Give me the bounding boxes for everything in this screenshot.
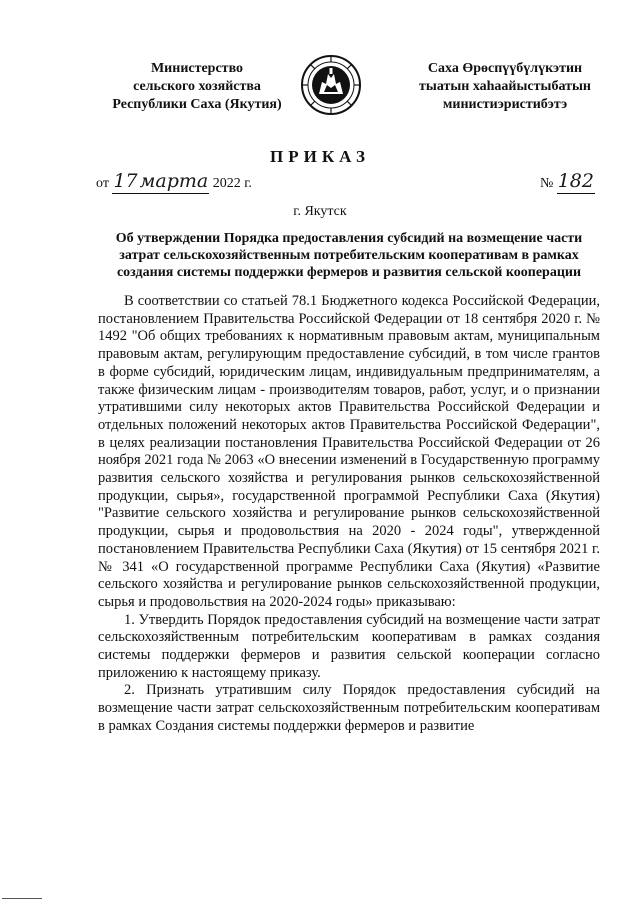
ministry-name-line: министиэристибэтэ [442,97,568,112]
document-title: ПРИКАЗ [270,147,370,166]
ministry-name-line: сельского хозяйства [133,79,261,94]
date-day: 17 [113,170,138,192]
ministry-name-russian [92,60,302,114]
document-body [98,293,600,736]
order-date [96,172,252,194]
date-month: марта [139,170,209,192]
date-day-field [112,172,138,194]
paragraph: 1. Утвердить Порядок предоставления субсидий на возмещение части затрат сельскохозяйственным потребительским кооперативам в рамках создания системы поддержки фермеров и развития сельской кооперации согласно приложению к настоящему приказу. [98,611,600,681]
document-subject: Об утверждении Порядка предоставления субсидий на возмещение части затрат сельскохозяйственным потребительским кооперативам в рамках создания системы поддержки фермеров и развития сельской кооперации [115,231,583,280]
ministry-name-line: Саха Өрөспүүбүлүкэтин [427,61,583,76]
date-prefix: от [96,176,109,191]
date-month-field [139,172,210,194]
sakha-coat-of-arms-icon [300,54,362,116]
number-field [557,172,595,194]
number-value: 182 [557,170,594,192]
paragraph: В соответствии со статьей 78.1 Бюджетного кодекса Российской Федерации, постановлением Правительства Российской Федерации от 18 сентября 2020 г. № 1492 "Об общих требованиях к нормативным правовым актам, муниципальным правовым актам, регулирующим предоставление субсидий, в том числе грантов в форме субсидий, юридическим лицам, индивидуальным предпринимателям, а также физическим лицам - производителям товаров, работ, услуг, и о признании утратившими силу некоторых актов Правительства Российской Федерации и отдельных положений некоторых актов Правительства Российской Федерации", в целях реализации постановления Правительства Российской Федерации от 26 ноября 2021 года № 2063 «О внесении изменений в Государственную программу развития сельского хозяйства и регулирования рынков сельскохозяйственной продукции, сырья», государственной программой Республики Саха (Якутия) "Развитие сельского хозяйства и регулирование рынков сельскохозяйственной продукции, сырья и продовольствия на 2020 - 2024 годы", утвержденной постановлением Правительства Республики Саха (Якутия) от 15 сентября 2021 г. № 341 «О государственной программе Республики Саха (Якутия) «Развитие сельского хозяйства и регулирование рынков сельскохозяйственной продукции, сырья и продовольствия на 2020-2024 годы» приказываю: [98,293,600,610]
order-number [540,172,595,194]
ministry-name-line: тыатын хаhаайыстыбатын [419,79,591,94]
paragraph: 2. Признать утратившим силу Порядок предоставления субсидий на возмещение части затрат сельскохозяйственным потребительским кооперативам в рамках Создания системы поддержки фермеров и развитие [98,682,600,734]
date-year: 2022 г. [212,176,252,191]
ministry-name-yakut [400,60,610,114]
ministry-name-line: Республики Саха (Якутия) [112,97,282,112]
city: г. Якутск [293,204,347,219]
divider [2,898,42,899]
number-prefix: № [540,176,554,191]
ministry-name-line: Министерство [150,61,244,76]
